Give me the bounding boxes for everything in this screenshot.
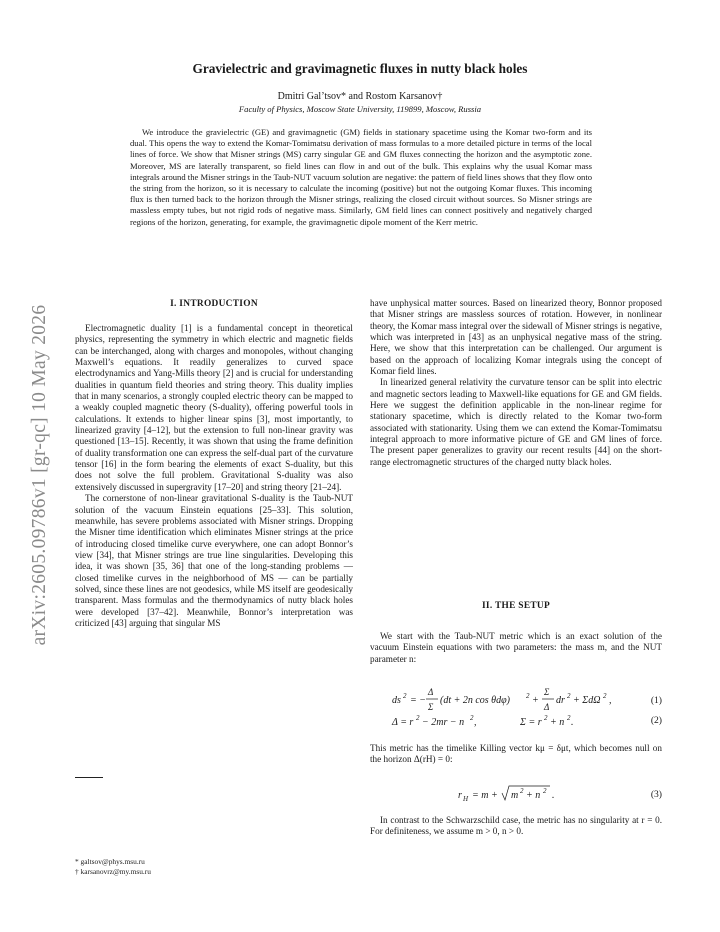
svg-text:Σ: Σ [428,702,434,712]
svg-text:2: 2 [416,714,420,722]
svg-text:= −: = − [410,695,426,706]
svg-text:Δ: Δ [544,702,550,712]
svg-text:r: r [458,790,462,801]
equation-3-body [370,782,640,807]
arxiv-stamp: arXiv:2605.09786v1 [gr-qc] 10 May 2026 [29,304,50,646]
section-heading-introduction: I. INTRODUCTION [170,299,258,309]
svg-text:(dt + 2n cos θdφ): (dt + 2n cos θdφ) [440,695,510,706]
svg-text:2: 2 [543,787,547,795]
svg-text:2: 2 [526,692,530,700]
section-heading-setup: II. THE SETUP [481,601,551,611]
svg-text:.: . [571,717,574,728]
svg-text:H: H [463,795,469,803]
svg-text:ds: ds [392,695,401,706]
setup-closing-text [370,815,662,838]
left-column [75,323,353,629]
footnotes [75,857,151,877]
paragraph: The cornerstone of non-linear gravitational S-duality is the Taub-NUT solution of the vacuum Einstein equations [25–33]. This solution, meanwhile, has severe problems associated with Misner strings. Dropping the Misner time identification which eliminates Misner strings at the price of introducing closed timelike curve everywhere, one can adopt Bonnor’s view [34], that Misner strings are true line singularities. Developing this idea, it was shown [35, 36] that one of the long-standing problems — closed timelike curves in the neighborhood of MS — can be partially solved, since these lines are not geodesics, while MS itself are geodesically transparent. Mass formulas and the thermodynamics of nutty black holes were developed [37–42]. Meanwhile, Bonnor’s interpretation was criticized [43] arguing that singular MS [75,493,353,628]
equation-number: (3) [650,789,662,800]
paragraph: We start with the Taub-NUT metric which is an exact solution of the vacuum Einstein equations with two parameters: the mass m, and the NUT parameter n: [370,631,662,664]
svg-text:Δ = r: Δ = r [392,717,414,728]
equation-3-graphic [370,782,640,804]
svg-text:2: 2 [603,692,607,700]
equation-1-graphic [370,685,640,715]
svg-text:2: 2 [403,692,407,700]
equation-number: (1) [650,695,662,706]
svg-text:dr: dr [556,695,565,706]
equation-2-graphic [370,713,640,729]
svg-text:Δ: Δ [428,687,434,697]
footnote-email-2: † karsanovrz@my.msu.ru [75,867,151,876]
paragraph: This metric has the timelike Killing vector kμ = δμt, which becomes null on the horizon Δ(rH) = 0: [370,743,662,765]
setup-killing-text [370,743,662,766]
equation-1 [370,685,662,715]
affiliation: Faculty of Physics, Moscow State University, 119899, Moscow, Russia [238,104,482,114]
svg-text:2: 2 [567,692,571,700]
footnote-email-1: * galtsov@phys.msu.ru [75,857,145,866]
abstract: We introduce the gravielectric (GE) and gravimagnetic (GM) fields in stationary spacetime using the Komar two-form and its dual. This opens the way to extend the Komar-Tomimatsu derivation of mass formulas to a more detailed picture in terms of the local lines of force. We show that Misner strings (MS) carry singular GE and GM fluxes connecting the horizon and the asymptotic zone. Moreover, MS are laterally transparent, so field lines can flow in and out of the bulk. This explains why the usual Komar mass integrals around the Misner strings in the Taub-NUT vacuum solution are negative: the pattern of field lines shows that they flow onto the string from the horizon, so it is necessary to calculate the incoming (positive) but not the outgoing Komar fluxes. This incoming flux is then turned back to the horizon through the Misner strings, realizing the closed circuit without sources. So Misner strings are massless empty tubes, but not rigid rods of negative mass. Similarly, GM field lines can connect positively and negatively charged regions of the horizon, generating, for example, the gravimagnetic dipole moment of the Kerr metric. [130,127,592,227]
paragraph: In contrast to the Schwarzschild case, the metric has no singularity at r = 0. For definiteness, we assume m > 0, n > 0. [370,815,662,837]
svg-text:+: + [532,695,539,706]
paragraph: have unphysical matter sources. Based on linearized theory, Bonnor proposed that Misner strings are massless sources of rotation. However, in nonlinear theory, the Komar mass integral over the sidewall of Misner strings is negative, which was interpreted in [43] as an unphysical negative mass of the string. Here, we show that this interpretation can be challenged. Our argument is based on the approach of localizing Komar integrals using the concept of Komar field lines. [370,298,662,377]
setup-intro [370,631,662,665]
equation-2 [370,713,662,729]
svg-text:2: 2 [544,714,548,722]
paragraph: In linearized general relativity the curvature tensor can be split into electric and magnetic sectors leading to Maxwell-like equations for GE and GM fields. Here we suggest the definition applicable in the non-linear regime for stationary spacetime, which is directly related to the Komar two-form associated with stationarity. Using them we can extend the Komar-Tomimatsu integral approach to more informative picture of GE and GM lines of force. The present paper generalizes to gravity our recent results [44] on the short-range electromagnetic structures of the charged nutty black holes. [370,377,662,467]
paper-title: Gravielectric and gravimagnetic fluxes in nutty black holes [192,61,528,76]
footnote-rule [75,777,103,778]
equation-number: (2) [650,715,662,726]
svg-text:Σ: Σ [544,687,550,697]
equation-2-body [370,713,640,732]
paragraph: Electromagnetic duality [1] is a fundamental concept in theoretical physics, representing the symmetry in which electric and magnetic fields can be interchanged, along with charges and monopoles, without changing Maxwell’s equations. It readily generalizes to curved space electrodynamics and Yang-Mills theory [2] and is crucial for understanding dualities in quantum field theories and string theory. This duality implies that in many scenarios, a strongly coupled electric theory can be mapped to a weakly coupled magnetic theory (S-duality), offering powerful tools in calculations. It extends to higher linear spins [3], most importantly, to linearized gravity [4–12], but the extension to full non-linear gravity was questioned [13–15]. Recently, it was shown that using the frame definition of duality transformation one can express the self-dual part of the curvature tensor [16] in the form bearing the elements of exact S-duality, but this does not solve the full problem. Gravitational S-duality was also extensively discussed in supergravity [17–20] and string theory [21–24]. [75,323,353,492]
svg-text:+ n: + n [526,790,541,801]
svg-text:,: , [474,717,477,728]
svg-text:= m +: = m + [472,790,498,801]
svg-text:.: . [552,790,555,801]
svg-text:+ n: + n [550,717,565,728]
svg-text:− 2mr − n: − 2mr − n [422,717,465,728]
right-column [370,298,662,468]
svg-text:m: m [511,790,519,801]
svg-text:Σ = r: Σ = r [520,717,542,728]
svg-text:+ ΣdΩ: + ΣdΩ [573,695,601,706]
equation-3 [370,782,662,804]
authors: Dmitri Gal’tsov* and Rostom Karsanov† [277,91,443,102]
svg-text:2: 2 [470,714,474,722]
svg-text:,: , [609,695,612,706]
svg-text:2: 2 [567,714,571,722]
svg-text:2: 2 [520,787,524,795]
